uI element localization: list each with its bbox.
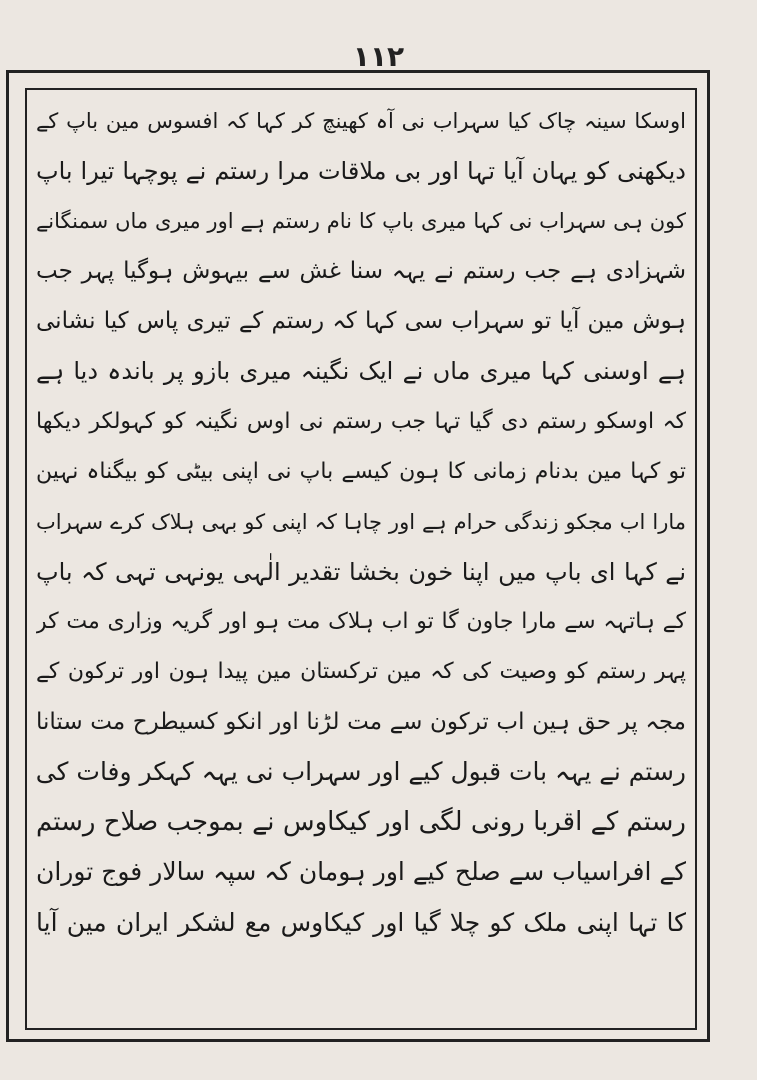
text-line: ہوش مین آیا تو سہراب سی کہا کہ رستم کے تیری پاس کیا نشانی xyxy=(36,308,686,335)
text-line: ہے اوسنی کہا میری ماں نے ایک نگینہ میری بازو پر باندہ دیا ہے xyxy=(36,357,686,386)
text-body xyxy=(36,96,686,1022)
text-line: کے ہاتہہ سے مارا جاون گا تو اب ہلاک مت ہو اور گریہ وزاری مت کر xyxy=(36,608,686,634)
page-number: ۱۱۲ xyxy=(352,40,405,73)
text-line: شہزادی ہے جب رستم نے یہہ سنا غش سے بیہوش ہوگیا پہر جب xyxy=(36,258,686,285)
text-line: مارا اب مجکو زندگی حرام ہے اور چاہا کہ اپنی کو بہی ہلاک کرے سہراب xyxy=(36,509,686,534)
text-line: دیکھنی کو یہان آیا تہا اور بی ملاقات مرا رستم نے پوچہا تیرا باپ xyxy=(36,157,686,186)
text-line: پہر رستم کو وصیت کی کہ مین ترکستان مین پیدا ہون اور ترکون کے xyxy=(36,659,686,685)
text-line: کہ اوسکو رستم دی گیا تہا جب رستم نی اوس نگینہ کو کہولکر دیکھا xyxy=(36,408,686,434)
text-line: مجہ پر حق ہین اب ترکون سے مت لڑنا اور انکو کسیطرح مت ستانا xyxy=(36,709,686,736)
text-line: تو کہا مین بدنام زمانی کا ہون کیسے باپ نی اپنی بیٹی کو بیگناہ نہین xyxy=(36,458,686,484)
text-line: نے کہا ای باپ میں اپنا خون بخشا تقدیر الٰہی یونہی تہی کہ باپ xyxy=(36,557,686,586)
text-line: کا تہا اپنی ملک کو چلا گیا اور کیکاوس مع لشکر ایران مین آیا xyxy=(36,907,686,937)
text-line: کے افراسیاب سے صلح کیے اور ہومان کہ سپہ سالار فوج توران xyxy=(36,857,686,887)
text-line: اوسکا سینہ چاک کیا سہراب نی آہ کھینچ کر کہا کہ افسوس مین باپ کے xyxy=(36,109,686,133)
text-line: کون ہی سہراب نی کہا میری باپ کا نام رستم ہے اور میری ماں سمنگانے xyxy=(36,209,686,234)
text-line: رستم کے اقربا رونی لگی اور کیکاوس نے بموجب صلاح رستم xyxy=(36,807,686,838)
text-line: رستم نے یہہ بات قبول کیے اور سہراب نی یہہ کہکر وفات کی xyxy=(36,757,686,787)
